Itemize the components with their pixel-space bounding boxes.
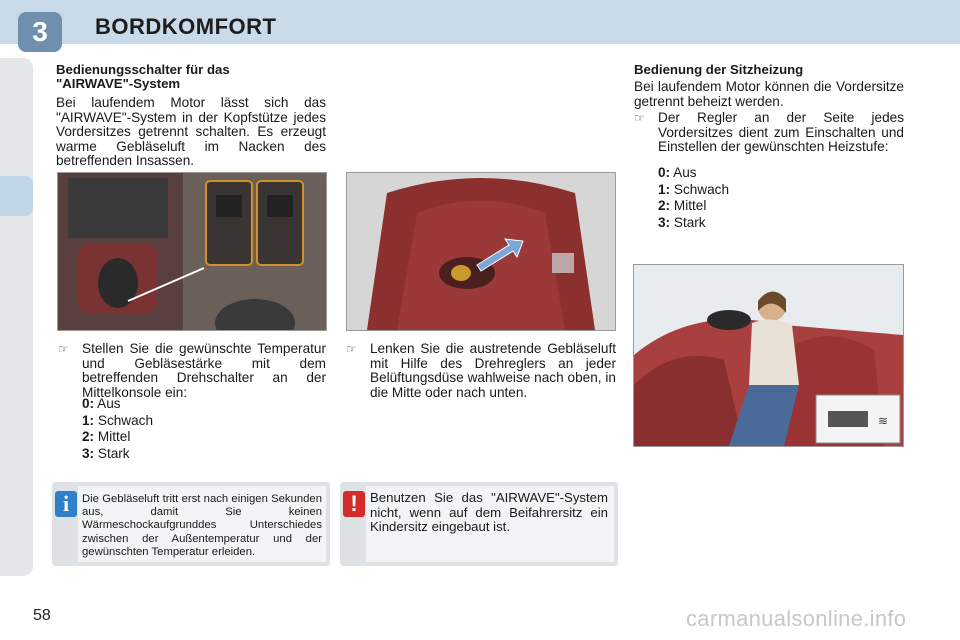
pointing-hand-icon: ☞: [346, 342, 357, 356]
level-item: 3: Stark: [82, 445, 130, 461]
airwave-heading: Bedienungsschalter für das "AIRWAVE"-System: [56, 62, 230, 91]
seat-heating-level-list: [658, 165, 729, 231]
level-item: 1: Schwach: [658, 181, 730, 197]
level-item: 2: Mittel: [82, 429, 131, 444]
level-item: 3: Stark: [658, 214, 706, 230]
info-note: [52, 482, 330, 566]
level-item: 1: Schwach: [82, 412, 154, 428]
pointing-hand-icon: ☞: [58, 342, 69, 356]
airwave-level-list: [82, 396, 153, 462]
headrest-outlet-photo: [346, 172, 616, 331]
level-item: 0: Aus: [82, 396, 121, 411]
airwave-instruction-text: Stellen Sie die gewünschte Temperatur und Gebläsestärke mit dem betreffenden Drehschalter an der Mittelkonsole ein:: [82, 341, 326, 400]
svg-text:≋: ≋: [878, 414, 889, 428]
car-interior-photo: [633, 264, 904, 447]
watermark: carmanualsonline.info: [686, 606, 907, 631]
info-note-text: Die Gebläseluft tritt erst nach einigen Sekunden aus, damit Sie keinen Wärmeschockaufgrunddes Unterschiedes zwischen der Außentemperatur und der gewünschten Temperatur erleiden.: [82, 493, 322, 558]
warning-note-text: Benutzen Sie das "AIRWAVE"-System nicht, wenn auf dem Beifahrersitz ein Kindersitz eingebaut ist.: [370, 490, 608, 534]
seat-heating-instruction-text: Der Regler an der Seite jedes Vordersitzes dient zum Einschalten und Einstellen der gewünschten Heizstufe:: [658, 110, 904, 154]
center-console-photo: [57, 172, 327, 331]
seat-heating-heading: Bedienung der Sitzheizung: [634, 62, 804, 77]
pointing-hand-icon: ☞: [634, 111, 645, 125]
seat-heating-instruction: [634, 111, 904, 155]
info-icon: i: [55, 491, 77, 517]
warning-note: [340, 482, 618, 566]
page-number: 58: [33, 607, 51, 624]
warning-icon: !: [343, 491, 365, 517]
level-item: 2: Mittel: [658, 198, 707, 213]
seat-heating-intro: Bei laufendem Motor können die Vordersitze getrennt beheizt werden.: [634, 79, 904, 109]
outlet-instruction: [346, 342, 616, 400]
chapter-tab: [0, 176, 33, 216]
page-title: BORDKOMFORT: [95, 14, 277, 39]
outlet-instruction-text: Lenken Sie die austretende Gebläseluft mit Hilfe des Drehreglers an jeder Belüftungsdüse wahlweise nach oben, in die Mitte oder nach unten.: [370, 341, 616, 400]
side-strip: [0, 58, 33, 576]
airwave-intro: Bei laufendem Motor lässt sich das "AIRWAVE"-System in der Kopfstütze jedes Vordersitzes getrennt schalten. Es erzeugt warme Gebläseluft im Nacken des betreffenden Insassen.: [56, 95, 326, 168]
airwave-instruction: [58, 342, 326, 400]
chapter-number: 3: [18, 12, 62, 52]
level-item: 0: Aus: [658, 165, 697, 180]
